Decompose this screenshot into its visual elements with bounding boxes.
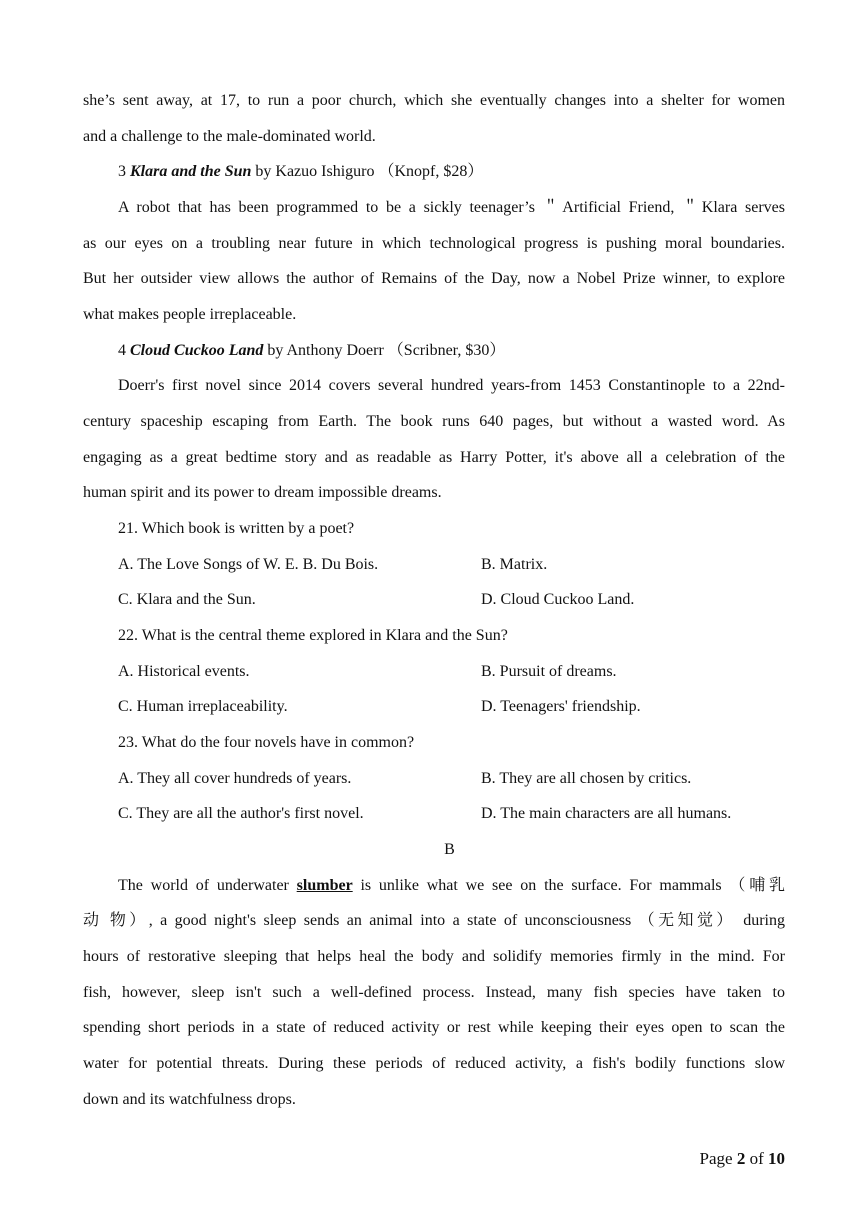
book-title: Klara and the Sun (130, 163, 252, 180)
option-d: D. Cloud Cuckoo Land. (481, 591, 635, 608)
book-title: Cloud Cuckoo Land (130, 342, 264, 359)
question-stem: 22. What is the central theme explored in Klara and the Sun? (118, 627, 508, 644)
book-number: 4 (118, 342, 126, 359)
passage-line: as our eyes on a troubling near future in which technological progress is pushing moral boundaries. (83, 235, 785, 252)
option-a: A. The Love Songs of W. E. B. Du Bois. (118, 556, 379, 573)
text-segment: is unlike what we see on the surface. For mammals （哺乳 (352, 877, 785, 894)
passage-line: Doerr's first novel since 2014 covers several hundred years-from 1453 Constantinople to a 22nd- (118, 377, 785, 394)
passage-line: spending short periods in a state of reduced activity or rest while keeping their eyes open to scan the (83, 1019, 785, 1036)
option-b: B. They are all chosen by critics. (481, 770, 692, 787)
option-b: B. Matrix. (481, 556, 548, 573)
page-number: 2 (736, 1149, 746, 1168)
book-byline: by Kazuo Ishiguro （Knopf, $28） (251, 163, 484, 180)
passage-line: But her outsider view allows the author of Remains of the Day, now a Nobel Prize winner, to explore (83, 270, 785, 287)
passage-line: engaging as a great bedtime story and as readable as Harry Potter, it's above all a celebration of the (83, 449, 785, 466)
option-a: A. Historical events. (118, 663, 250, 680)
question-stem: 23. What do the four novels have in common? (118, 734, 415, 751)
option-d: D. Teenagers' friendship. (481, 698, 641, 715)
passage-line (118, 875, 785, 897)
option-c: C. Human irreplaceability. (118, 698, 288, 715)
book-heading (118, 161, 785, 183)
option-d: D. The main characters are all humans. (481, 805, 732, 822)
page-of-label: of (745, 1149, 768, 1168)
passage-line: she’s sent away, at 17, to run a poor church, which she eventually changes into a shelter for women (83, 92, 785, 109)
question-stem: 21. Which book is written by a poet? (118, 520, 355, 537)
passage-line: 动 物）, a good night's sleep sends an animal into a state of unconsciousness （无知觉） during (83, 912, 785, 929)
option-a: A. They all cover hundreds of years. (118, 770, 352, 787)
book-byline: by Anthony Doerr （Scribner, $30） (263, 342, 506, 359)
option-c: C. Klara and the Sun. (118, 591, 256, 608)
page-footer (700, 1148, 785, 1170)
book-number: 3 (118, 163, 126, 180)
passage-line: down and its watchfulness drops. (83, 1091, 296, 1108)
text-segment: The world of underwater (118, 877, 297, 894)
passage-line: fish, however, sleep isn't such a well-defined process. Instead, many fish species have taken to (83, 984, 785, 1001)
option-b: B. Pursuit of dreams. (481, 663, 617, 680)
passage-line: century spaceship escaping from Earth. The book runs 640 pages, but without a wasted word. As (83, 413, 785, 430)
section-heading: B (444, 841, 455, 858)
page-total: 10 (768, 1149, 785, 1168)
passage-line: water for potential threats. During these periods of reduced activity, a fish's bodily functions slow (83, 1055, 785, 1072)
passage-line: and a challenge to the male-dominated world. (83, 128, 376, 145)
book-heading (118, 340, 785, 362)
underlined-word: slumber (296, 877, 353, 894)
option-c: C. They are all the author's first novel. (118, 805, 364, 822)
passage-line: what makes people irreplaceable. (83, 306, 297, 323)
passage-line: human spirit and its power to dream impossible dreams. (83, 484, 442, 501)
page-label: Page (699, 1149, 737, 1168)
passage-line: A robot that has been programmed to be a sickly teenager’s ＂Artificial Friend, ＂Klara serves (118, 199, 785, 216)
passage-line: hours of restorative sleeping that helps heal the body and solidify memories firmly in the mind. For (83, 948, 785, 965)
